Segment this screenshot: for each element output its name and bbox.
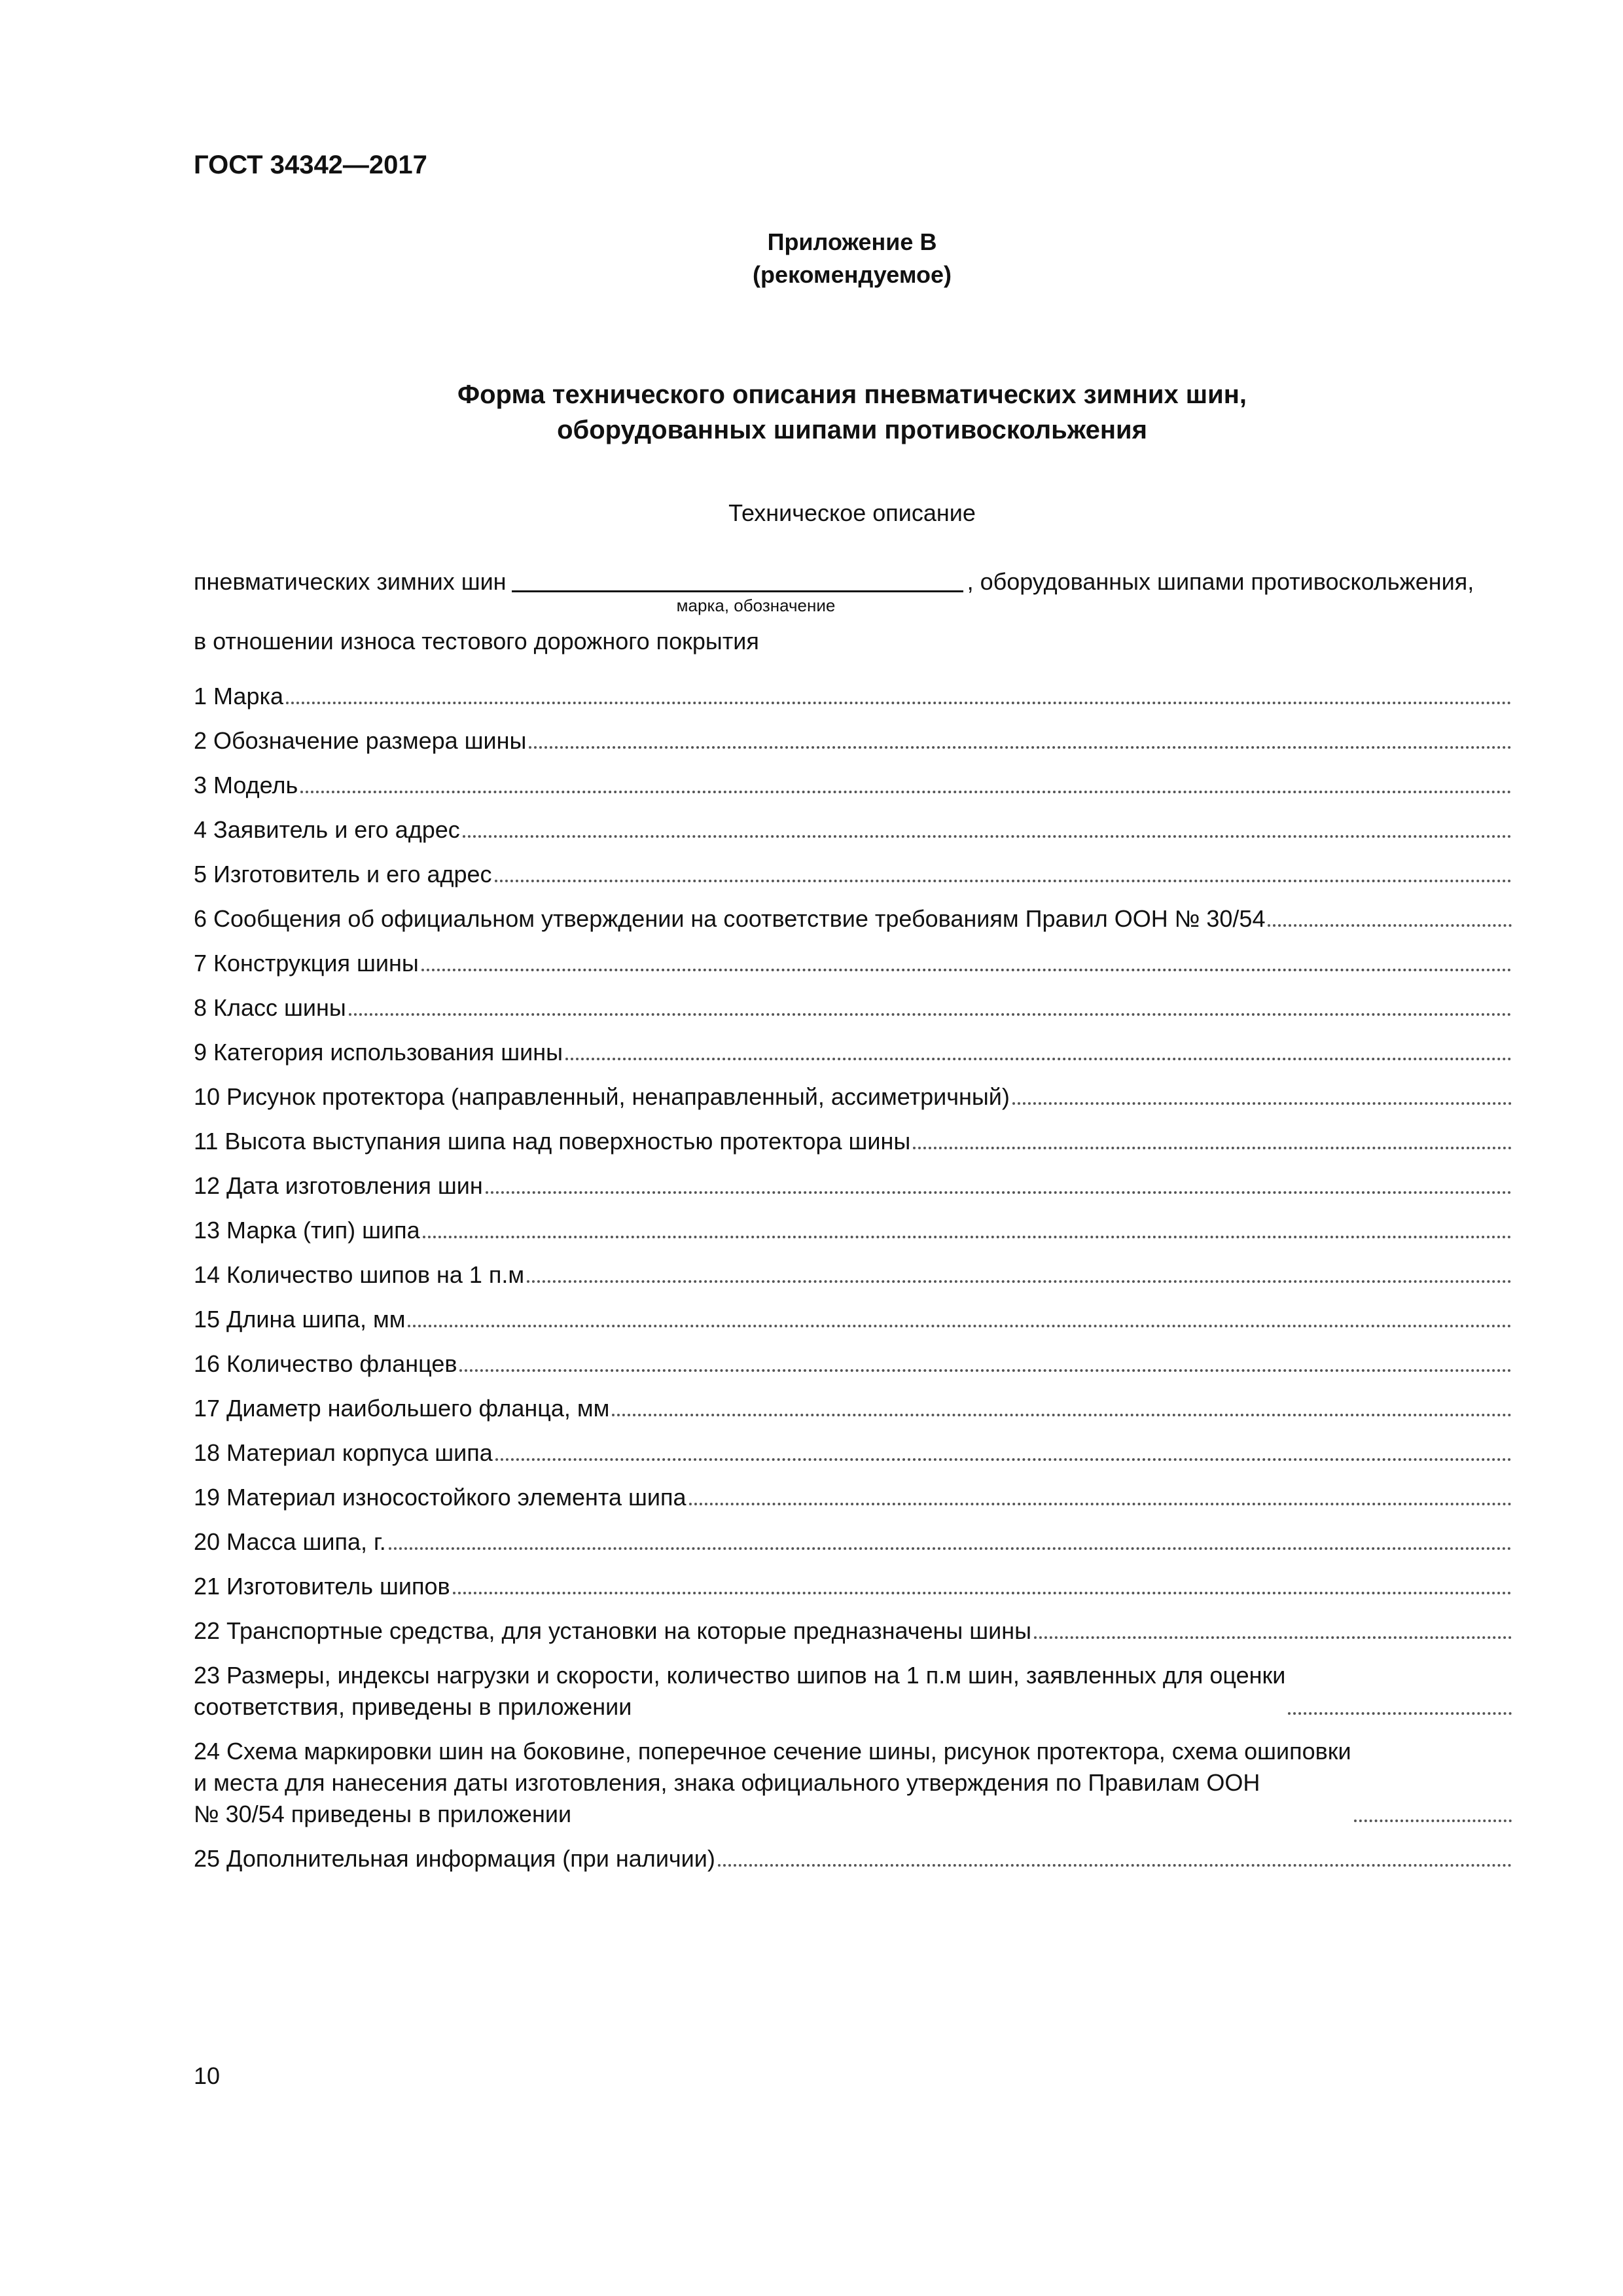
form-item [194, 1126, 1512, 1157]
appendix-title: Приложение В [767, 228, 937, 255]
document-title-line-2: оборудованных шипами противоскольжения [557, 416, 1147, 444]
form-item [194, 1843, 1512, 1874]
form-item-leader[interactable] [718, 1864, 1512, 1867]
form-item-label: 18 Материал корпуса шипа [194, 1439, 493, 1466]
form-item-leader[interactable] [408, 1325, 1512, 1327]
form-item-leader[interactable] [486, 1191, 1512, 1194]
form-item [194, 1215, 1512, 1246]
form-item-leader[interactable] [1288, 1712, 1512, 1715]
form-item-label: 8 Класс шины [194, 994, 346, 1021]
form-item [194, 1660, 1512, 1723]
form-item [194, 1304, 1512, 1335]
form-item-leader[interactable] [689, 1503, 1512, 1505]
form-item [194, 1037, 1512, 1068]
form-item [194, 725, 1512, 757]
form-item-label: 1 Марка [194, 683, 284, 709]
form-item-label: 16 Количество фланцев [194, 1350, 457, 1377]
form-item [194, 1393, 1512, 1424]
form-item [194, 681, 1512, 712]
form-item-label: 9 Категория использования шины [194, 1039, 563, 1066]
form-item-label: 24 Схема маркировки шин на боковине, поперечное сечение шины, рисунок протектора, схема ошиповки и места для нанесения даты изготовления, знака официального утверждения по Правилам ООН № 30/54 приведены в приложении [194, 1738, 1351, 1827]
form-item-leader[interactable] [453, 1592, 1512, 1594]
form-item-leader[interactable] [529, 746, 1512, 749]
blank-caption: марка, обозначение [676, 596, 836, 615]
form-item-leader[interactable] [300, 791, 1512, 793]
page-number: 10 [194, 2062, 221, 2089]
brand-designation-blank[interactable] [512, 564, 963, 592]
form-item-leader[interactable] [495, 880, 1512, 882]
form-item-leader[interactable] [286, 702, 1512, 704]
form-items-list [194, 681, 1512, 1888]
form-item-leader[interactable] [423, 1236, 1512, 1238]
form-item-label: 12 Дата изготовления шин [194, 1172, 483, 1199]
form-item [194, 1615, 1512, 1647]
intro-prefix: пневматических зимних шин [194, 568, 507, 595]
form-item-label: 20 Масса шипа, г. [194, 1528, 386, 1555]
standard-number: ГОСТ 34342—2017 [194, 151, 427, 179]
form-item-leader[interactable] [463, 835, 1512, 838]
form-item-leader[interactable] [1354, 1820, 1512, 1822]
form-item [194, 1259, 1512, 1291]
form-item-leader[interactable] [1268, 924, 1512, 927]
form-item-label: 17 Диаметр наибольшего фланца, мм [194, 1395, 610, 1422]
form-item-label: 13 Марка (тип) шипа [194, 1217, 420, 1244]
form-item-leader[interactable] [495, 1458, 1512, 1461]
form-item [194, 1736, 1512, 1830]
form-item [194, 1437, 1512, 1469]
form-subtitle: Техническое описание [728, 499, 976, 526]
form-item-leader[interactable] [389, 1547, 1512, 1550]
intro-suffix: , оборудованных шипами противоскольжения, [967, 568, 1474, 595]
form-item-label: 22 Транспортные средства, для установки на которые предназначены шины [194, 1617, 1032, 1644]
form-item-leader[interactable] [565, 1058, 1512, 1060]
form-item [194, 1526, 1512, 1558]
form-item-label: 5 Изготовитель и его адрес [194, 861, 492, 888]
form-item-label: 14 Количество шипов на 1 п.м [194, 1261, 525, 1288]
document-title-line-1: Форма технического описания пневматических зимних шин, [457, 380, 1247, 409]
form-item-leader[interactable] [1012, 1102, 1512, 1105]
form-item-label: 19 Материал износостойкого элемента шипа [194, 1484, 687, 1511]
form-item-label: 7 Конструкция шины [194, 950, 419, 977]
form-item-label: 6 Сообщения об официальном утверждении на соответствие требованиям Правил ООН № 30/54 [194, 905, 1266, 932]
form-item-label: 25 Дополнительная информация (при наличии) [194, 1845, 715, 1872]
form-item [194, 992, 1512, 1024]
form-item-leader[interactable] [421, 969, 1512, 971]
form-item [194, 1482, 1512, 1513]
form-item [194, 948, 1512, 979]
form-item [194, 859, 1512, 890]
form-item-leader[interactable] [459, 1369, 1512, 1372]
intro-line-2: в отношении износа тестового дорожного покрытия [194, 628, 759, 655]
form-item-label: 11 Высота выступания шипа над поверхностью протектора шины [194, 1128, 911, 1155]
form-item-leader[interactable] [349, 1013, 1512, 1016]
form-item [194, 1571, 1512, 1602]
form-item-label: 23 Размеры, индексы нагрузки и скорости, количество шипов на 1 п.м шин, заявленных для оценки соответствия, приведены в приложении [194, 1662, 1286, 1720]
form-item-label: 21 Изготовитель шипов [194, 1573, 450, 1600]
form-item-leader[interactable] [1034, 1636, 1512, 1639]
form-item [194, 1348, 1512, 1380]
form-item-label: 3 Модель [194, 772, 298, 798]
form-item-leader[interactable] [913, 1147, 1512, 1149]
form-item-leader[interactable] [612, 1414, 1512, 1416]
form-item-leader[interactable] [527, 1280, 1512, 1283]
appendix-status: (рекомендуемое) [753, 261, 952, 288]
form-item [194, 903, 1512, 935]
form-item [194, 770, 1512, 801]
form-item [194, 1170, 1512, 1202]
form-item-label: 10 Рисунок протектора (направленный, ненаправленный, ассиметричный) [194, 1083, 1010, 1110]
form-item-label: 15 Длина шипа, мм [194, 1306, 406, 1333]
form-item [194, 814, 1512, 846]
form-item [194, 1081, 1512, 1113]
form-item-label: 2 Обозначение размера шины [194, 727, 527, 754]
form-item-label: 4 Заявитель и его адрес [194, 816, 460, 843]
